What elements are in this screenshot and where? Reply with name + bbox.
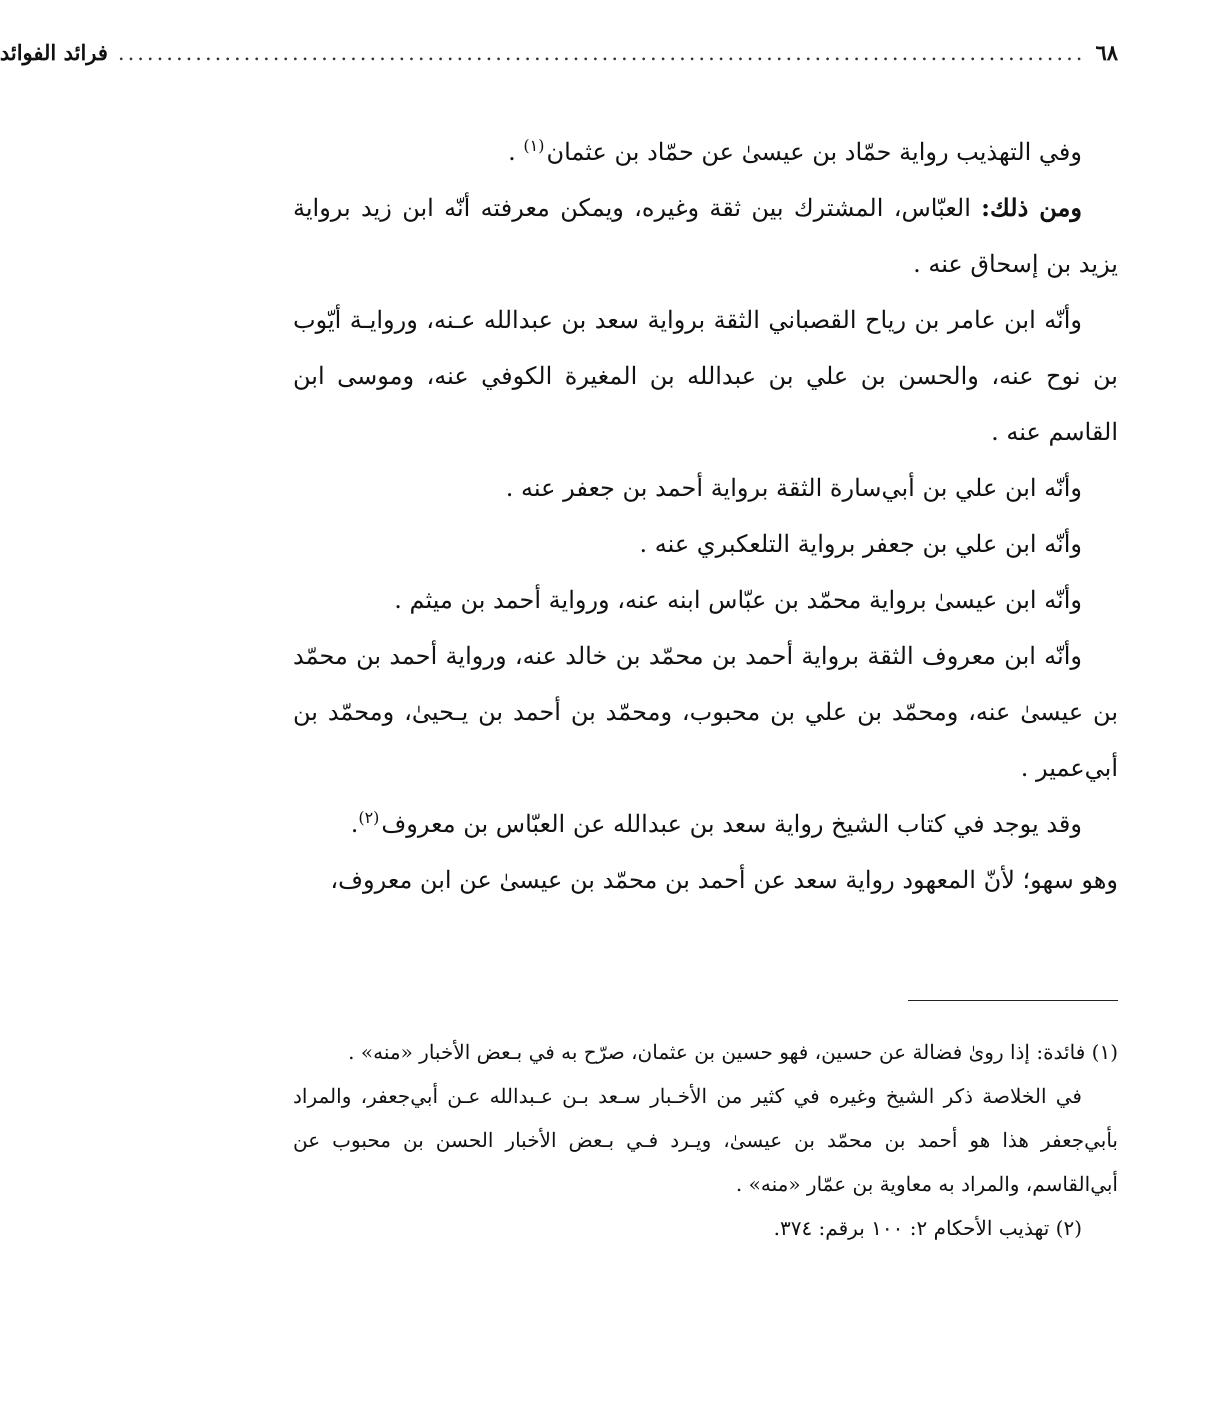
paragraph-7: وأنّه ابن معروف الثقة برواية أحمد بن محمّد بن خالد عنه، ورواية أحمد بن محمّد بن عيسىٰ عنه، ومحمّد بن علي بن محبوب، ومحمّد بن أحمد بن يـحيىٰ، ومحمّد بن أبي‌عمير . bbox=[293, 642, 1118, 782]
paragraph-2 bbox=[293, 180, 1118, 292]
footnote-ref-1: (١) bbox=[523, 136, 545, 155]
footnotes bbox=[293, 1030, 1118, 1250]
paragraph-8 bbox=[293, 796, 1118, 852]
footnote-1: (١) فائدة: إذا روىٰ فضالة عن حسين، فهو حسين بن عثمان، صرّح به في بـعض الأخبار «منه» . bbox=[348, 1040, 1118, 1064]
book-page bbox=[0, 40, 1118, 1370]
paragraph-2-text: العبّاس، المشترك بين ثقة وغيره، ويمكن معرفته أنّه ابن زيد برواية يزيد بن إسحاق عنه . bbox=[293, 194, 1118, 278]
page-number: ٦٨ bbox=[1095, 40, 1118, 65]
paragraph-8-end: . bbox=[350, 810, 359, 838]
paragraph-2-lead: ومن ذلك: bbox=[981, 193, 1082, 222]
header-dot-leader: .................................................................................................... bbox=[117, 41, 1086, 65]
footnote-ref-2: (٢) bbox=[358, 808, 380, 827]
footnote-separator bbox=[908, 1000, 1118, 1001]
footnote-1-continuation: في الخلاصة ذكر الشيخ وغيره في كثير من الأخـبار سـعد بـن عـبدالله عـن أبي‌جعفر، والمراد بأبي‌جعفر هذا هو أحمد بن محمّد بن عيسىٰ، ويـرد فـي بـعض الأخبار الحسن بن محبوب عن أبي‌القاسم، والمراد به معاوية بن عمّار «منه» . bbox=[293, 1084, 1118, 1196]
paragraph-1-end: . bbox=[508, 138, 524, 166]
paragraph-6: وأنّه ابن عيسىٰ برواية محمّد بن عبّاس ابنه عنه، ورواية أحمد بن ميثم . bbox=[394, 586, 1082, 614]
paragraph-4: وأنّه ابن علي بن أبي‌سارة الثقة برواية أحمد بن جعفر عنه . bbox=[505, 474, 1082, 502]
paragraph-1 bbox=[293, 124, 1118, 180]
footnote-2: (٢) تهذيب الأحكام ٢: ١٠٠ برقم: ٣٧٤. bbox=[773, 1216, 1082, 1240]
paragraph-8-text: وقد يوجد في كتاب الشيخ رواية سعد بن عبدالله عن العبّاس بن معروف bbox=[381, 810, 1082, 838]
paragraph-1-text: وفي التهذيب رواية حمّاد بن عيسىٰ عن حمّاد بن عثمان bbox=[546, 138, 1082, 166]
paragraph-5: وأنّه ابن علي بن جعفر برواية التلعكبري عنه . bbox=[639, 530, 1082, 558]
main-text bbox=[293, 124, 1118, 908]
paragraph-3: وأنّه ابن عامر بن رياح القصباني الثقة برواية سعد بن عبدالله عـنه، وروايـة أيّوب بن نوح عنه، والحسن بن علي بن عبدالله بن المغيرة الكوفي عنه، وموسى ابن القاسم عنه . bbox=[293, 306, 1118, 446]
running-header bbox=[0, 40, 1118, 76]
book-title: فرائد الفوائد bbox=[0, 40, 108, 65]
paragraph-9: وهو سهو؛ لأنّ المعهود رواية سعد عن أحمد بن محمّد بن عيسىٰ عن ابن معروف، bbox=[330, 866, 1118, 894]
